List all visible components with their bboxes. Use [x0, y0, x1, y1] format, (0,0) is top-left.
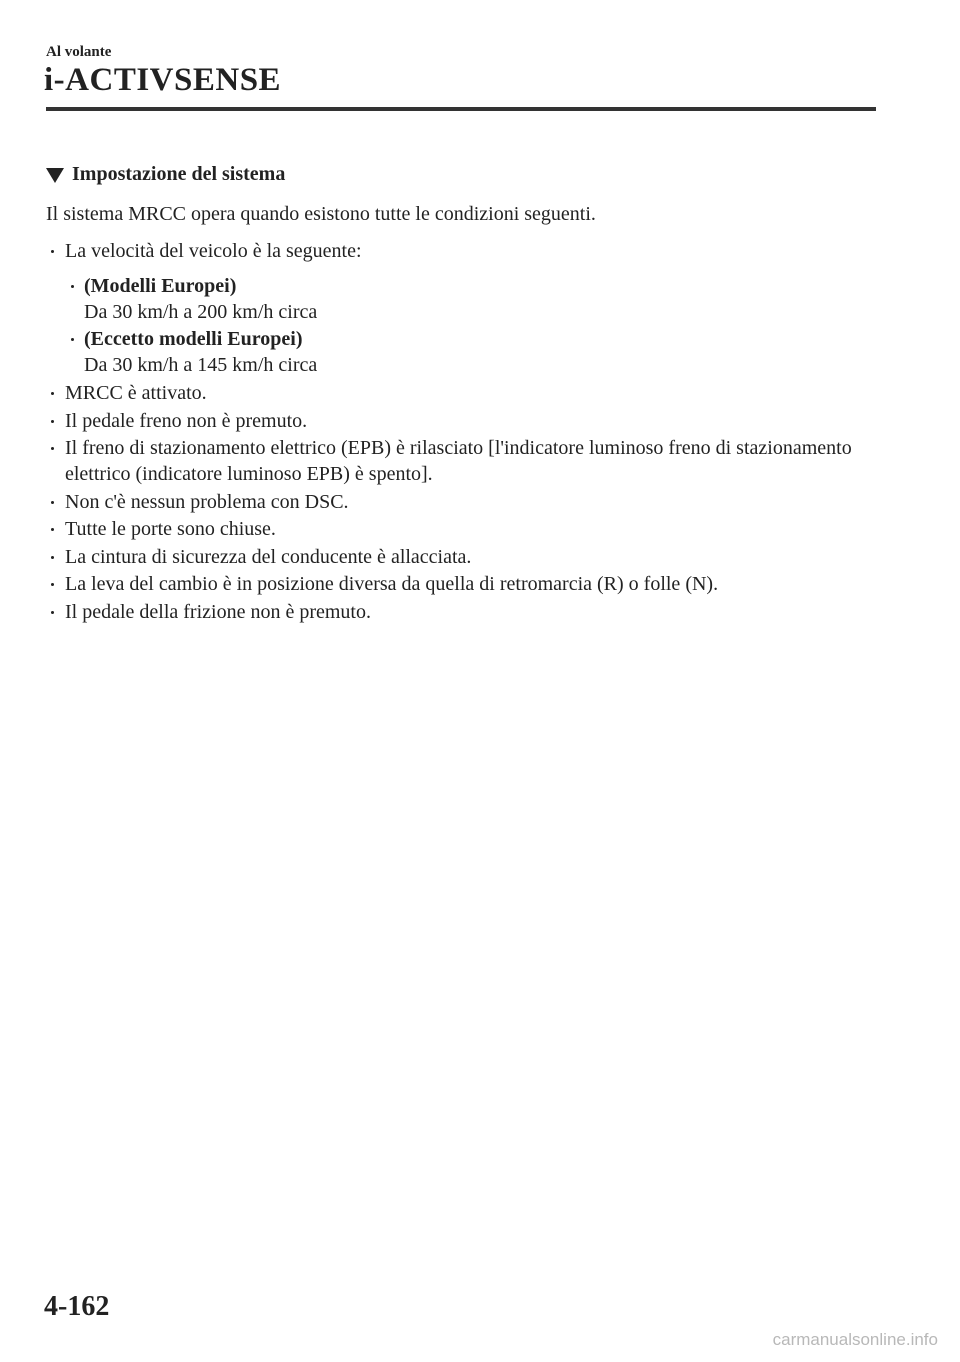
- sublist-item: [46, 326, 876, 352]
- sublist-item-label: (Modelli Europei): [84, 275, 237, 297]
- header-divider: [46, 107, 876, 111]
- intro-paragraph: Il sistema MRCC opera quando esistono tutte le condizioni seguenti.: [46, 203, 596, 225]
- list-item-text: La cintura di sicurezza del conducente è allacciata.: [65, 545, 472, 568]
- watermark: carmanualsonline.info: [772, 1330, 938, 1349]
- list-item-text: Non c'è nessun problema con DSC.: [65, 490, 349, 513]
- triangle-down-icon: [46, 168, 64, 183]
- sublist-item-value: Da 30 km/h a 200 km/h circa: [84, 301, 318, 323]
- page-number: 4-162: [44, 1291, 110, 1322]
- list-item: [46, 380, 876, 406]
- bullet-icon: [51, 501, 54, 504]
- list-item: [46, 516, 876, 542]
- speed-sublist: [46, 273, 876, 378]
- bullet-icon: [51, 556, 54, 559]
- list-item-text: MRCC è attivato.: [65, 382, 207, 404]
- chapter-label: Al volante: [46, 44, 112, 60]
- subsection-title: Impostazione del sistema: [72, 163, 286, 185]
- list-item: [46, 489, 876, 515]
- subsection-heading: [46, 163, 285, 186]
- list-item-text: Il pedale della frizione non è premuto.: [65, 600, 371, 623]
- section-title: i-ACTIVSENSE: [44, 62, 282, 98]
- list-item: [46, 408, 876, 434]
- bullet-icon: [51, 392, 54, 395]
- list-item: [46, 435, 876, 487]
- sublist-item: [46, 273, 876, 299]
- list-item-text: La velocità del veicolo è la seguente:: [65, 240, 362, 262]
- list-item: [46, 544, 876, 570]
- sublist-item-label: (Eccetto modelli Europei): [84, 328, 303, 350]
- list-item: [46, 238, 876, 264]
- main-content: [46, 201, 876, 626]
- bullet-icon: [51, 528, 54, 531]
- list-item-text: Tutte le porte sono chiuse.: [65, 518, 276, 540]
- bullet-icon: [71, 285, 74, 288]
- bullet-icon: [51, 250, 54, 253]
- list-item: [46, 571, 876, 597]
- bullet-icon: [51, 611, 54, 614]
- list-item: [46, 599, 876, 625]
- bullet-icon: [51, 447, 54, 450]
- sublist-item-value: Da 30 km/h a 145 km/h circa: [84, 354, 318, 376]
- bullet-icon: [51, 420, 54, 423]
- list-item-text: Il freno di stazionamento elettrico (EPB) è rilasciato [l'indicatore luminoso freno di stazionamento elettrico (indicatore luminoso EPB) è spento].: [65, 437, 852, 485]
- list-item-text: Il pedale freno non è premuto.: [65, 409, 308, 432]
- bullet-icon: [51, 583, 54, 586]
- bullet-icon: [71, 338, 74, 341]
- list-item-text: La leva del cambio è in posizione diversa da quella di retromarcia (R) o folle (N).: [65, 573, 719, 595]
